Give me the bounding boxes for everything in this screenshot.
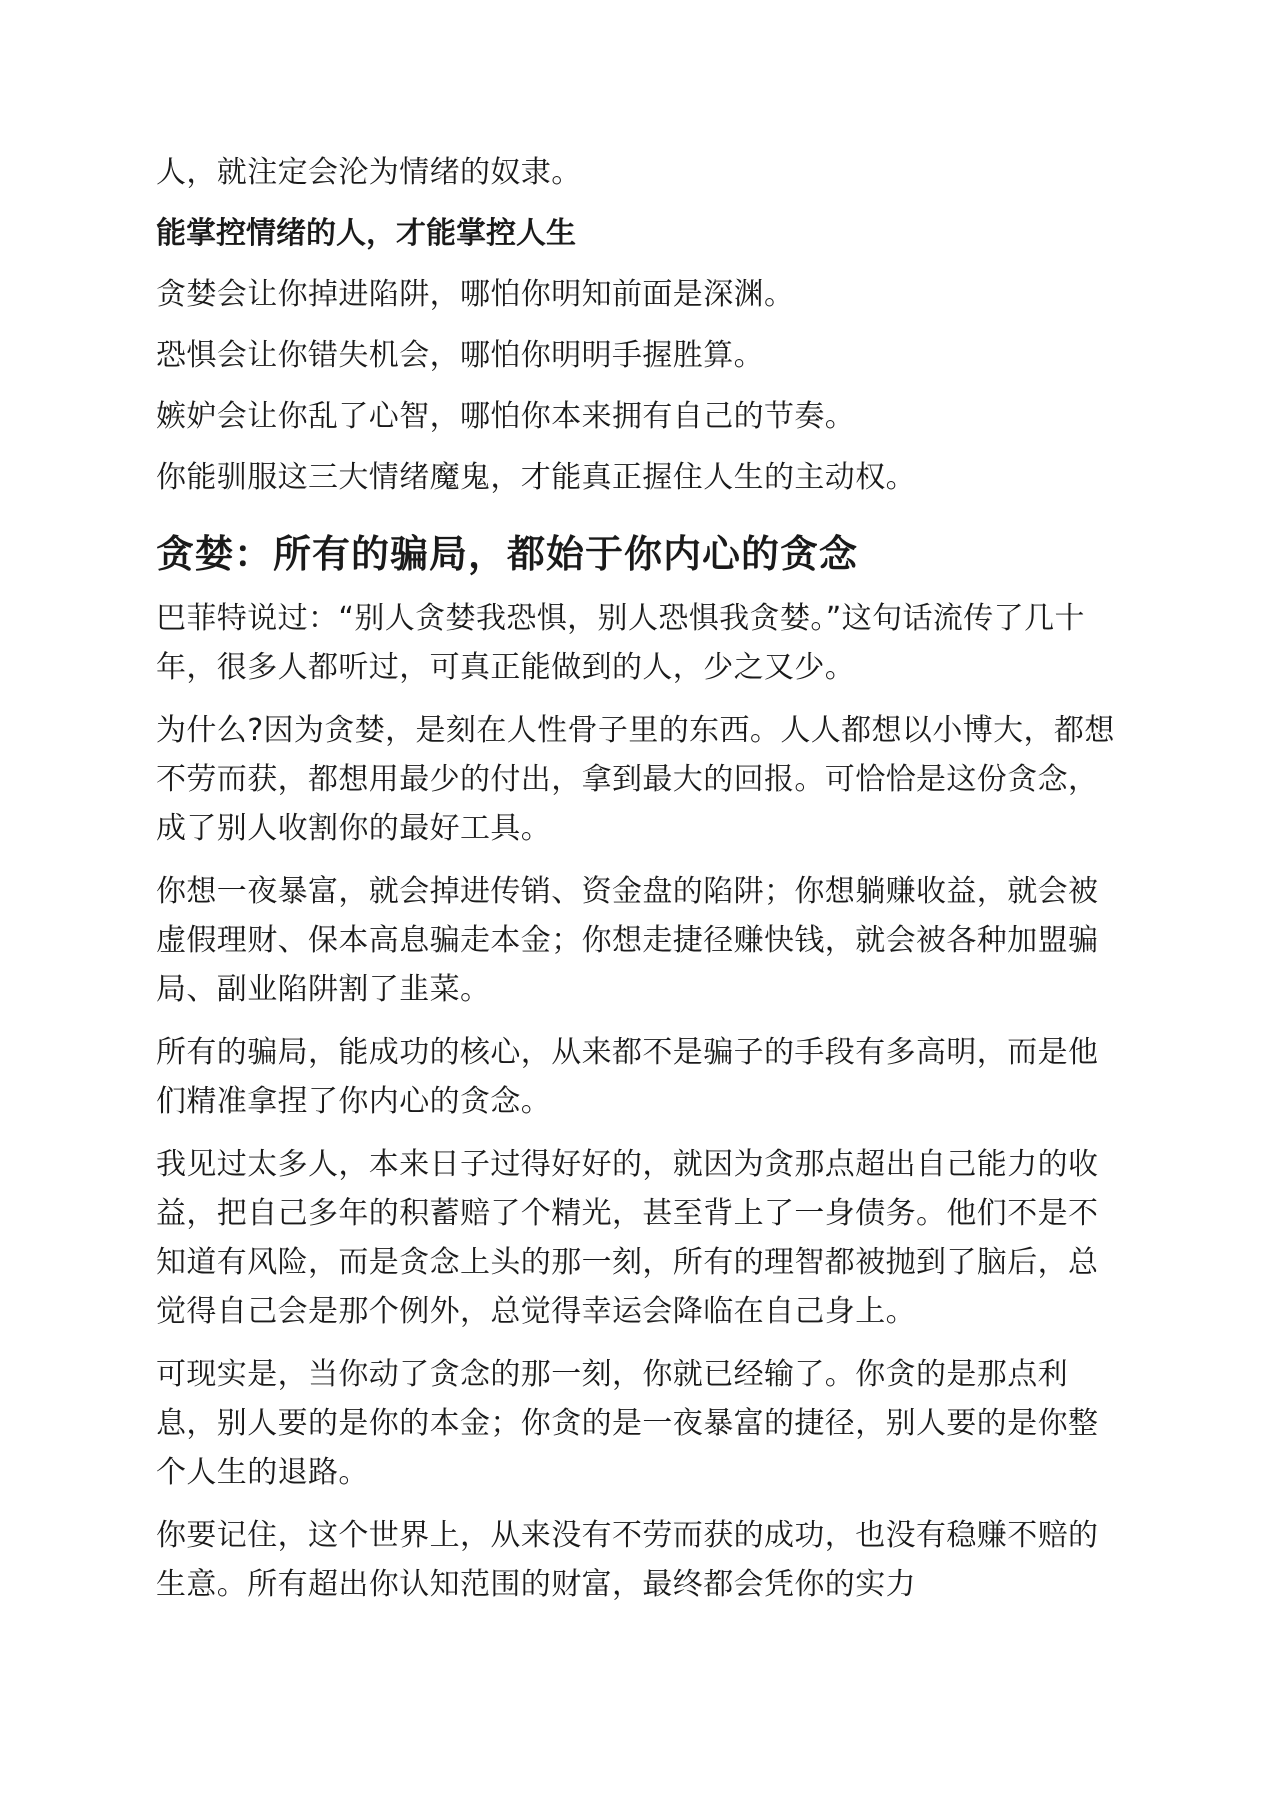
paragraph-jealousy: 嫉妒会让你乱了心智，哪怕你本来拥有自己的节奏。 (156, 399, 856, 434)
paragraph-lost-savings: 我见过太多人，本来日子过得好好的，就因为贪那点超出自己能力的收益，把自己多年的积蓄赔了个精光，甚至背上了一身债务。他们不是不知道有风险，而是贪念上头的那一刻，所有的理智都被抛到了脑后，总觉得自己会是那个例外，总觉得幸运会降临在自己身上。 (156, 1147, 1099, 1329)
paragraph-three-demons: 你能驯服这三大情绪魔鬼，才能真正握住人生的主动权。 (156, 460, 916, 495)
paragraph-reality: 可现实是，当你动了贪念的那一刻，你就已经输了。你贪的是那点利息，别人要的是你的本金；你贪的是一夜暴富的捷径，别人要的是你整个人生的退路。 (156, 1357, 1099, 1490)
paragraph-traps: 你想一夜暴富，就会掉进传销、资金盘的陷阱；你想躺赚收益，就会被虚假理财、保本高息骗走本金；你想走捷径赚快钱，就会被各种加盟骗局、副业陷阱割了韭菜。 (156, 874, 1099, 1007)
paragraph-buffett: 巴菲特说过：“别人贪婪我恐惧，别人恐惧我贪婪。”这句话流传了几十年，很多人都听过，可真正能做到的人，少之又少。 (156, 601, 1085, 685)
paragraph-greed: 贪婪会让你掉进陷阱，哪怕你明知前面是深渊。 (156, 277, 795, 312)
paragraph-why-greed: 为什么?因为贪婪，是刻在人性骨子里的东西。人人都想以小博大，都想不劳而获，都想用最少的付出，拿到最大的回报。可恰恰是这份贪念，成了别人收割你的最好工具。 (156, 713, 1115, 846)
section-heading: 贪婪：所有的骗局，都始于你内心的贪念 (156, 532, 859, 576)
subheading: 能掌控情绪的人，才能掌控人生 (156, 216, 576, 251)
paragraph-scam-core: 所有的骗局，能成功的核心，从来都不是骗子的手段有多高明，而是他们精准拿捏了你内心的贪念。 (156, 1035, 1099, 1119)
paragraph-fear: 恐惧会让你错失机会，哪怕你明明手握胜算。 (156, 338, 764, 373)
document-page (156, 148, 1116, 1623)
paragraph-opening-line: 人，就注定会沦为情绪的奴隶。 (156, 155, 582, 190)
paragraph-remember: 你要记住，这个世界上，从来没有不劳而获的成功，也没有稳赚不赔的生意。所有超出你认知范围的财富，最终都会凭你的实力 (156, 1518, 1099, 1602)
